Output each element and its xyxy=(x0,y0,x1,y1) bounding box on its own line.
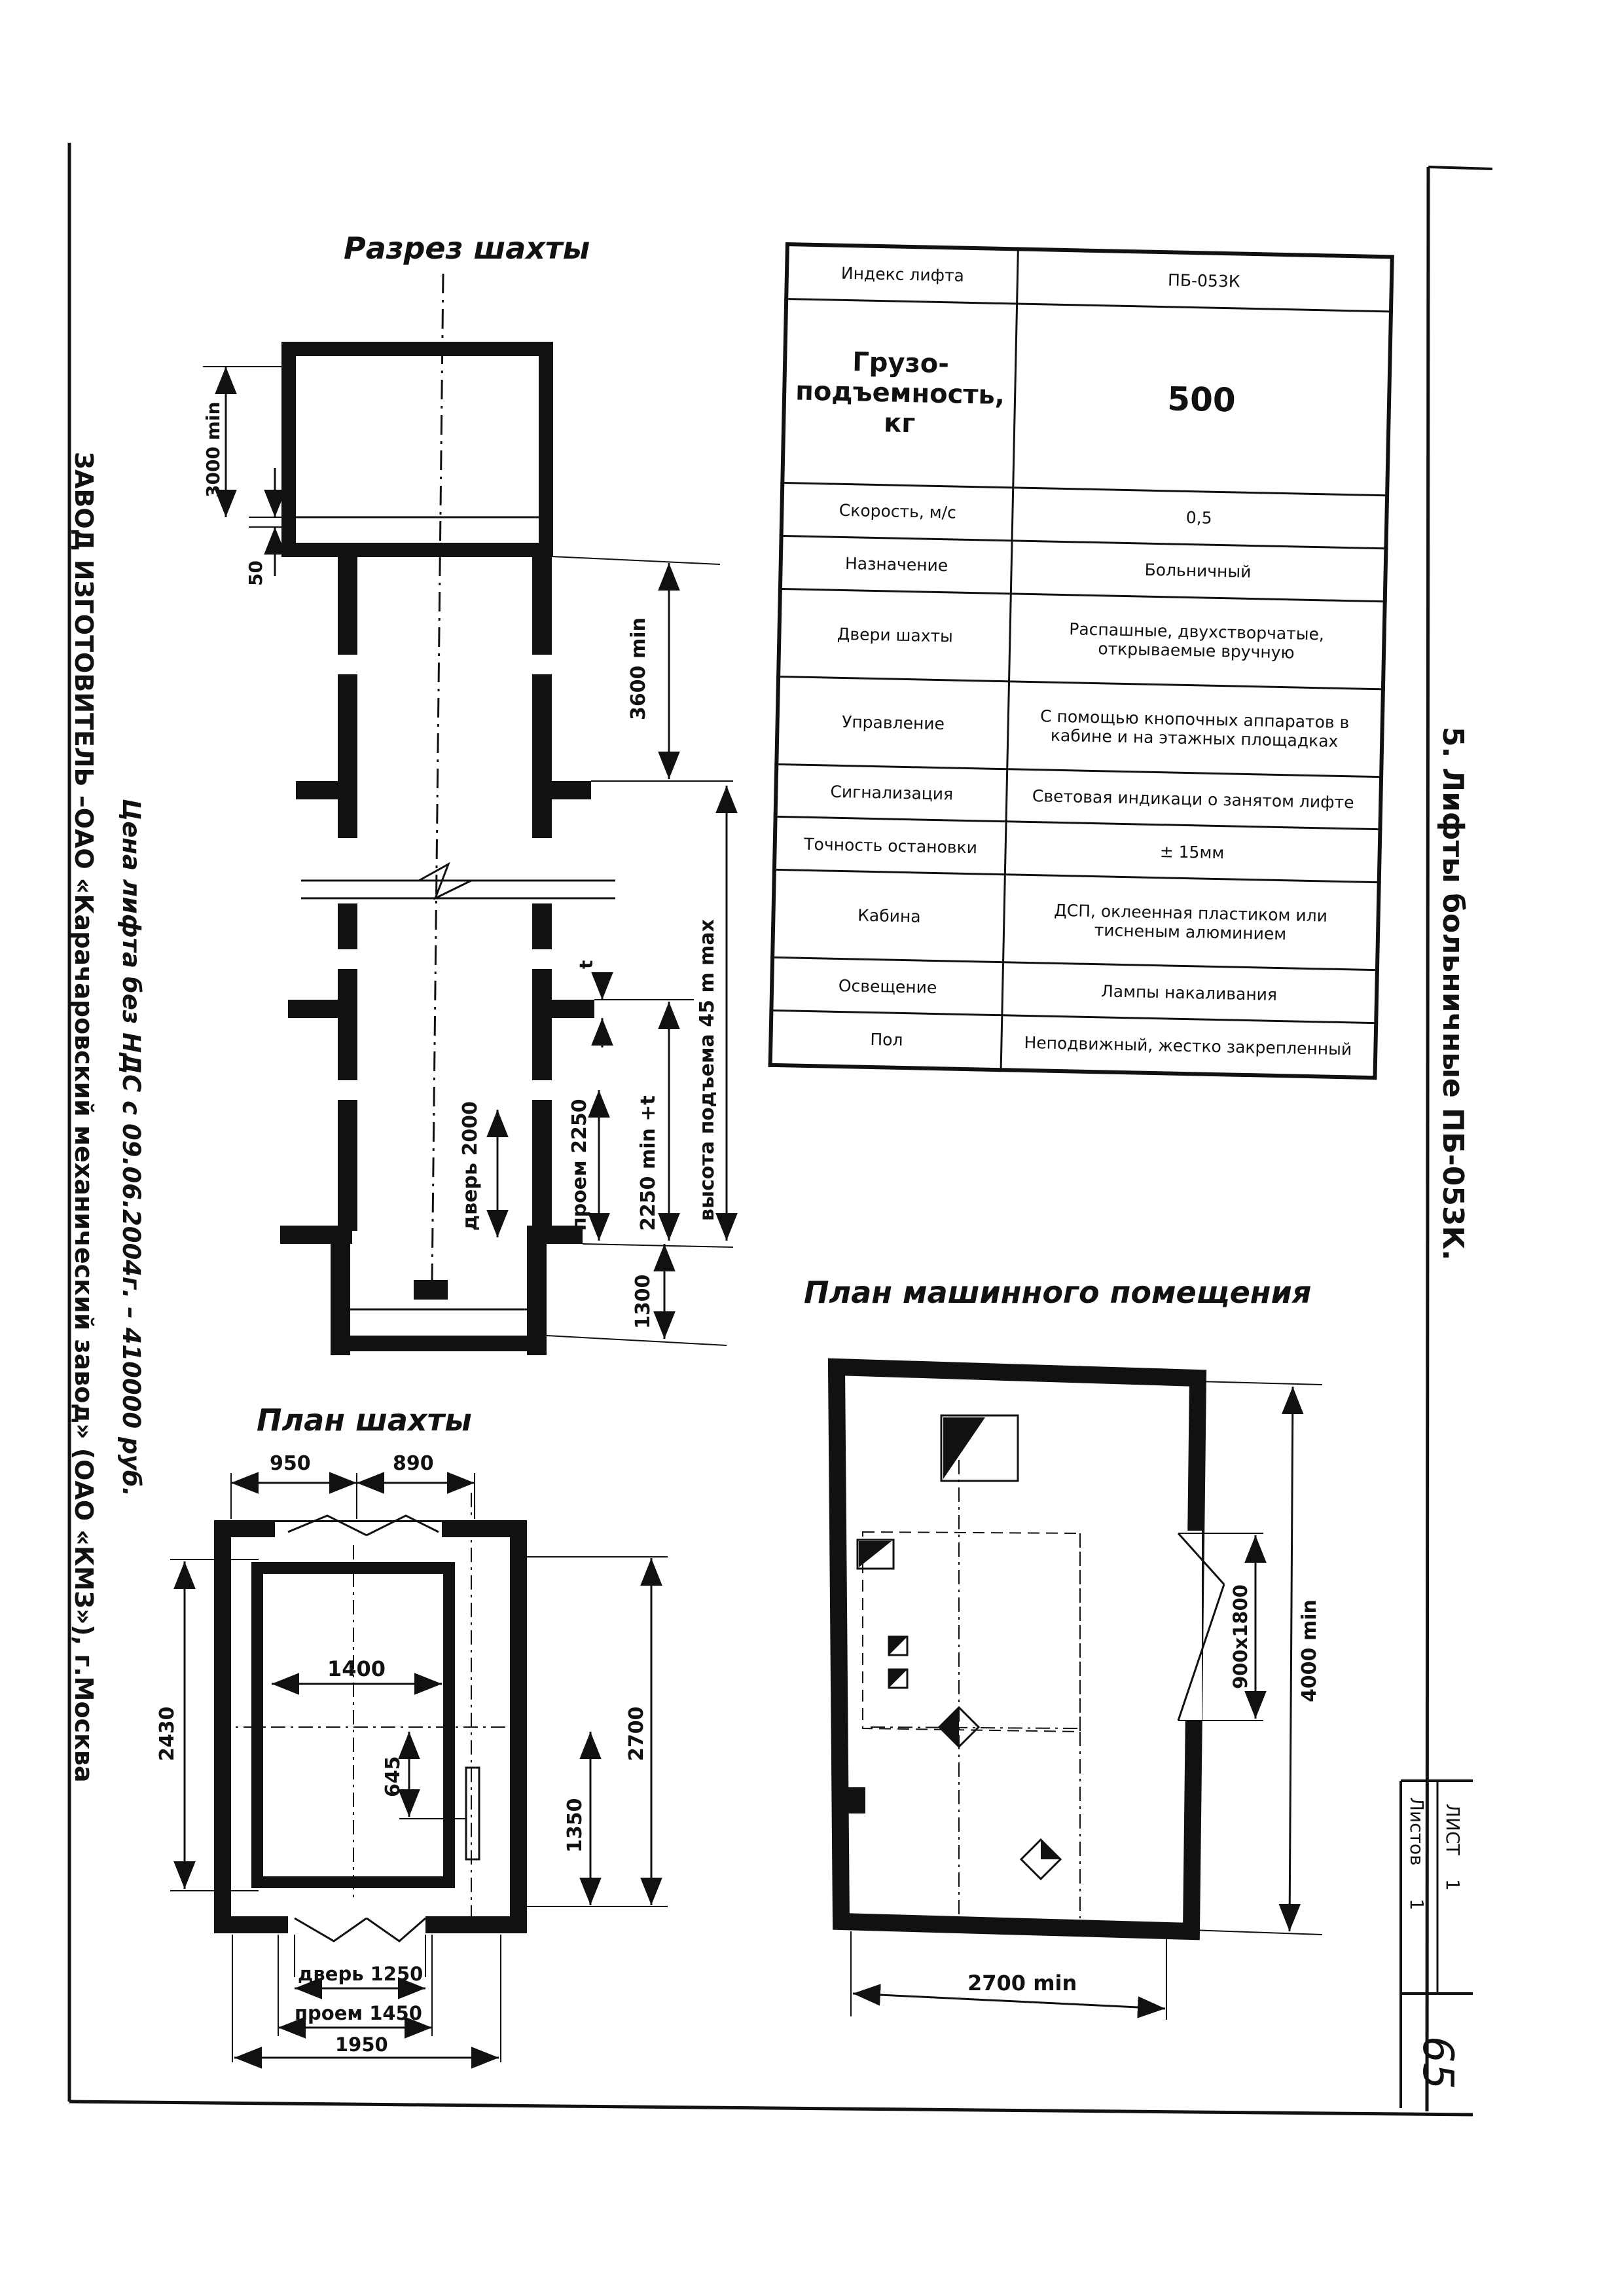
dim-machine-door: 900х1800 xyxy=(1229,1584,1252,1689)
page-title: 5. Лифты больничные ПБ-053К. xyxy=(1436,727,1470,1261)
spec-value: 500 xyxy=(1013,304,1391,496)
manufacturer-text: ЗАВОД ИЗГОТОВИТЕЛЬ –ОАО «Карачаровский механический завод» (ОАО «КМЗ»), г.Москва xyxy=(69,452,98,1783)
spec-label: Грузо- подъемность, кг xyxy=(782,299,1017,488)
dim-offset: 645 xyxy=(382,1756,405,1797)
table-row xyxy=(776,676,1383,776)
dim-travel: высота подъема 45 m max xyxy=(696,919,719,1221)
spec-label: Индекс лифта xyxy=(786,244,1018,304)
spec-label: Назначение xyxy=(780,536,1012,593)
dim-shaft-depth: 2700 xyxy=(625,1706,648,1761)
dim-pit: 1300 xyxy=(632,1274,655,1329)
sheet-label: ЛИСТ xyxy=(1442,1804,1464,1855)
section-title: Разрез шахты xyxy=(344,230,590,266)
dim-floor-height: 2250 min +t xyxy=(637,1095,660,1231)
spec-table xyxy=(768,242,1394,1080)
price-text: Цена лифта без НДС с 09.06.2004г. – 410000 руб. xyxy=(117,799,145,1497)
dim-opening: проем 2250 xyxy=(568,1099,591,1231)
spec-label: Управление xyxy=(776,676,1009,769)
spec-label: Скорость, м/с xyxy=(782,483,1013,540)
dim-half-depth: 1350 xyxy=(564,1798,586,1853)
spec-table-wrapper xyxy=(768,242,1394,1080)
dim-left-top: 950 xyxy=(270,1452,311,1475)
spec-value: Больничный xyxy=(1011,541,1386,602)
spec-label: Кабина xyxy=(772,869,1005,962)
dim-machine-depth: 4000 min xyxy=(1298,1599,1321,1702)
dim-slab: 50 xyxy=(245,560,266,586)
spec-value: ДСП, оклеенная пластиком или тисненым алюминием xyxy=(1003,875,1379,970)
dim-plan-opening: проем 1450 xyxy=(295,2002,422,2024)
dim-overhead: 3000 min xyxy=(202,401,224,498)
spec-value: Световая индикаци о занятом лифте xyxy=(1006,769,1381,829)
spec-label: Сигнализация xyxy=(776,764,1007,822)
spec-label: Двери шахты xyxy=(778,589,1011,681)
dim-right-top: 890 xyxy=(393,1452,434,1475)
spec-value: С помощью кнопочных аппаратов в кабине и на этажных площадках xyxy=(1007,681,1383,776)
dim-cabin-depth: 2430 xyxy=(156,1706,179,1761)
spec-value: ПБ-053К xyxy=(1017,249,1392,311)
machine-room-plan xyxy=(837,1367,1322,2020)
sheets-label: Листов xyxy=(1406,1797,1428,1866)
dim-door: дверь 2000 xyxy=(459,1101,482,1231)
dim-cabin-width: 1400 xyxy=(327,1656,386,1681)
spec-value: ± 15мм xyxy=(1005,822,1380,883)
spec-value: 0,5 xyxy=(1012,488,1387,549)
spec-value: Распашные, двухстворчатые, открываемые вручную xyxy=(1009,593,1384,689)
page-number: 65 xyxy=(1413,2036,1462,2090)
sheet-number: 1 xyxy=(1442,1879,1464,1891)
table-row xyxy=(772,869,1379,970)
table-row xyxy=(782,299,1391,496)
sheets-number: 1 xyxy=(1406,1899,1428,1910)
dim-t: t xyxy=(575,960,597,969)
dim-top-floor: 3600 min xyxy=(627,617,650,720)
machine-title: План машинного помещения xyxy=(804,1275,1312,1310)
dim-shaft-width: 1950 xyxy=(335,2033,388,2056)
dim-plan-door: дверь 1250 xyxy=(298,1963,424,1985)
spec-label: Освещение xyxy=(771,957,1003,1015)
spec-value: Неподвижный, жестко закрепленный xyxy=(1001,1015,1376,1078)
dim-machine-width: 2700 min xyxy=(967,1971,1077,1995)
spec-label: Пол xyxy=(770,1010,1002,1070)
table-row xyxy=(778,589,1385,689)
spec-value: Лампы накаливания xyxy=(1002,962,1377,1023)
spec-label: Точность остановки xyxy=(774,817,1006,875)
plan-title: План шахты xyxy=(257,1402,472,1438)
